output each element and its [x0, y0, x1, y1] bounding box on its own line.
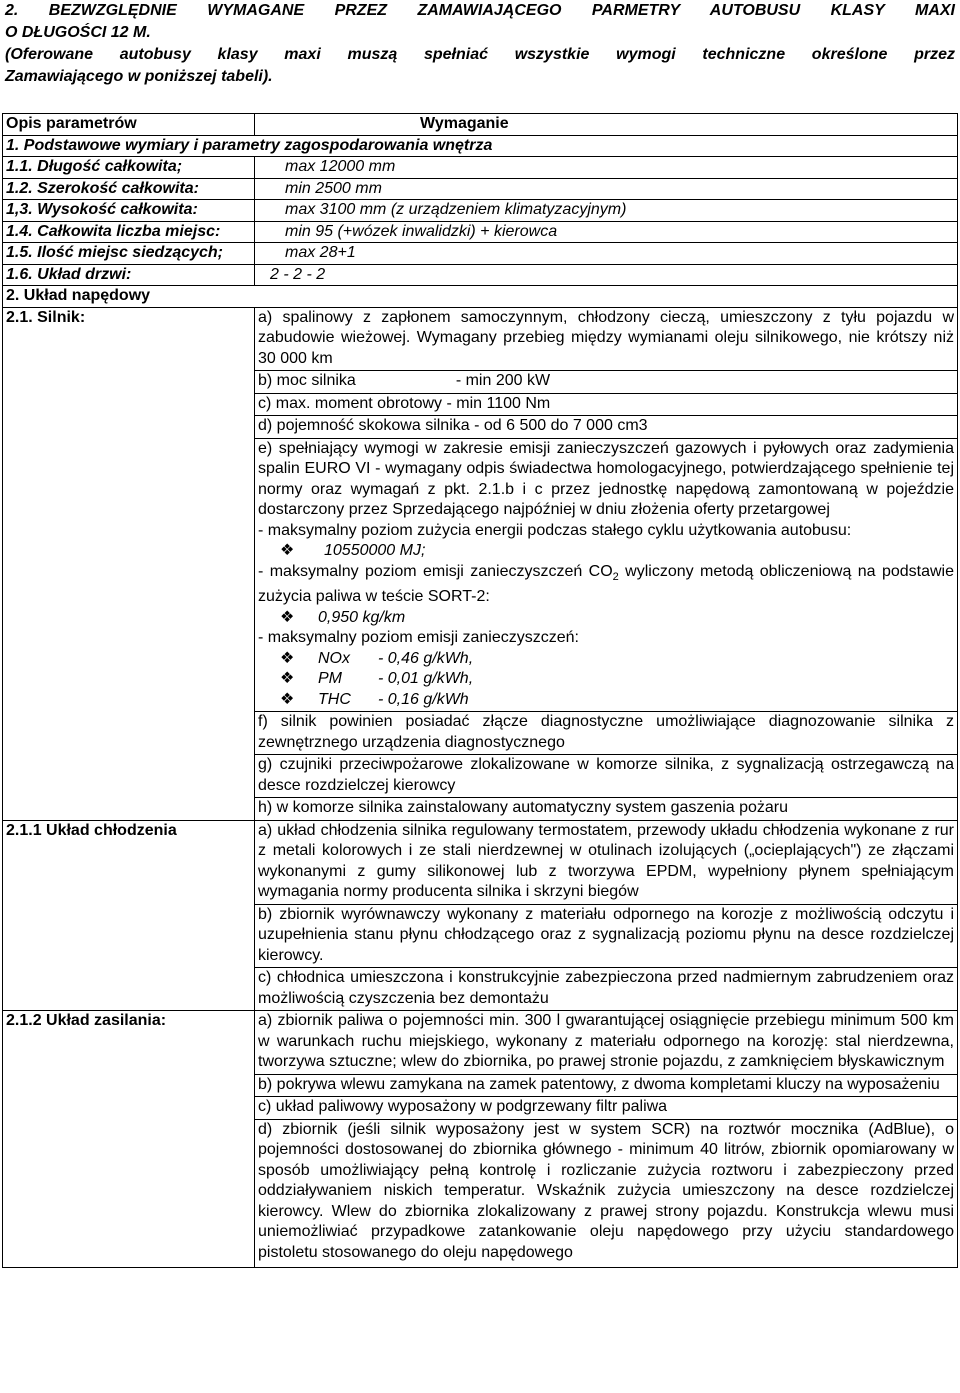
- row-label: 2.1.1 Układ chłodzenia: [3, 820, 255, 1011]
- table-row: [3, 178, 958, 200]
- bullet-item: [258, 608, 954, 629]
- chlodzenie-b: b) zbiornik wyrównawczy wykonany z materiału odpornego na korozje z możliwością odczytu i uzupełnienia stanu płynu chłodzącego oraz z sygnalizacją poziomu płynu na desce rozdzielczej kierowcy.: [255, 905, 957, 969]
- table-row-chlodzenie: [3, 820, 958, 1011]
- chlodzenie-requirements: [255, 820, 958, 1011]
- row-label: 1,3. Wysokość całkowita:: [3, 200, 255, 222]
- emission-pm-label: PM: [318, 670, 342, 688]
- bullet-value: 10550000 MJ;: [324, 542, 426, 559]
- bullet-item: [258, 541, 954, 562]
- silnik-c: c) max. moment obrotowy - min 1100 Nm: [255, 394, 957, 417]
- dash-2-text: - maksymalny poziom emisji zanieczyszczeń CO: [258, 562, 613, 580]
- diamond-bullet-icon: ❖: [280, 608, 295, 626]
- table-row: [3, 264, 958, 286]
- table-row: [3, 157, 958, 179]
- diamond-bullet-icon: ❖: [280, 649, 295, 667]
- silnik-e-text: e) spełniający wymogi w zakresie emisji zanieczyszczeń gazowych i pyłowych oraz zadymienia spalin EURO VI - wymagany odpis świadectwa homologacyjnego, potwierdzającego spełnienie tej normy oraz wymagań z pkt. 2.1.b i c przez jednostkę napędową zamontowaną w pojeździe dostarczony przez Sprzedającego najpóźniej w dniu złożenia oferty przetargowej: [258, 439, 954, 518]
- section-title-1: 1. Podstawowe wymiary i parametry zagospodarowania wnętrza: [3, 135, 958, 157]
- silnik-e-dash-3: - maksymalny poziom emisji zanieczyszczeń:: [258, 629, 579, 647]
- silnik-requirements: [255, 307, 958, 820]
- emission-nox-value: - 0,46 g/kWh,: [378, 649, 474, 667]
- silnik-b: [255, 371, 957, 394]
- section-title-2: 2. Układ napędowy: [3, 286, 958, 308]
- silnik-f: f) silnik powinien posiadać złącze diagnostyczne umożliwiające diagnozowanie silnika z zewnętrznego urządzenia diagnostycznego: [255, 712, 957, 755]
- table-row: [3, 221, 958, 243]
- document-header: [5, 0, 955, 88]
- section-row: [3, 135, 958, 157]
- col-header-requirement: Wymaganie: [255, 114, 958, 136]
- header-line-3: (Oferowane autobusy klasy maxi muszą spełniać wszystkie wymogi techniczne określone przez: [5, 46, 955, 63]
- emission-pm-value: - 0,01 g/kWh,: [378, 670, 474, 688]
- emission-thc-value: - 0,16 g/kWh: [378, 690, 469, 708]
- spec-table: [2, 113, 958, 1268]
- zasilanie-c: c) układ paliwowy wyposażony w podgrzewany filtr paliwa: [255, 1097, 957, 1120]
- row-label: 2.1. Silnik:: [3, 307, 255, 820]
- row-value: 2 - 2 - 2: [255, 264, 958, 286]
- row-label: 1.1. Długość całkowita;: [3, 157, 255, 179]
- silnik-e: [255, 439, 957, 713]
- table-header-row: [3, 114, 958, 136]
- zasilanie-requirements: [255, 1011, 958, 1268]
- silnik-a: a) spalinowy z zapłonem samoczynnym, chłodzony cieczą, umieszczony z tyłu pojazdu w zabudowie wieżowej. Wymagany przebieg między wymianami oleju silnikowego, nie krótszy niż 30 000 km: [255, 308, 957, 372]
- silnik-d: d) pojemność skokowa silnika - od 6 500 do 7 000 cm3: [255, 416, 957, 439]
- silnik-b-value: - min 200 kW: [455, 372, 551, 389]
- row-label: 1.2. Szerokość całkowita:: [3, 178, 255, 200]
- table-row-zasilanie: [3, 1011, 958, 1268]
- section-row: [3, 286, 958, 308]
- row-value: min 2500 mm: [255, 178, 958, 200]
- table-row: [3, 200, 958, 222]
- row-label: 1.5. Ilość miejsc siedzących;: [3, 243, 255, 265]
- row-label: 1.4. Całkowita liczba miejsc:: [3, 221, 255, 243]
- row-label: 1.6. Układ drzwi:: [3, 264, 255, 286]
- row-value: max 12000 mm: [255, 157, 958, 179]
- col-header-description: Opis parametrów: [3, 114, 255, 136]
- co2-subscript: 2: [612, 570, 619, 583]
- emission-thc-label: THC: [318, 690, 351, 708]
- bullet-item: [258, 690, 954, 711]
- chlodzenie-c: c) chłodnica umieszczona i konstrukcyjnie zabezpieczona przed nadmiernym zabrudzeniem oraz możliwością czyszczenia bez demontażu: [258, 969, 954, 1007]
- bullet-item: [258, 669, 954, 690]
- header-line-2: O DŁUGOŚCI 12 M.: [5, 24, 151, 41]
- silnik-e-dash-2: [258, 562, 954, 608]
- zasilanie-b: b) pokrywa wlewu zamykana na zamek patentowy, z dwoma kompletami kluczy na wyposażeniu: [255, 1075, 957, 1098]
- header-line-1: 2. BEZWZGLĘDNIE WYMAGANE PRZEZ ZAMAWIAJĄCEGO PARMETRY AUTOBUSU KLASY MAXI: [5, 2, 955, 19]
- zasilanie-a: a) zbiornik paliwa o pojemności min. 300 l gwarantującej osiągnięcie przebiegu minimum 500 km w warunkach ruchu miejskiego, wykonany z materiału odpornego na korozję: stal nierdzewna, tworzywa sztuczne; wlew do zbiornika, po prawej stronie pojazdu, z zamknięciem błyskawicznym: [255, 1011, 957, 1075]
- silnik-b-label: b) moc silnika: [258, 372, 356, 389]
- table-row: [3, 243, 958, 265]
- bullet-item: [258, 649, 954, 670]
- emission-nox-label: NOx: [318, 649, 350, 667]
- row-label: 2.1.2 Układ zasilania:: [3, 1011, 255, 1268]
- table-row-silnik: [3, 307, 958, 820]
- row-value: max 28+1: [255, 243, 958, 265]
- silnik-e-dash-1: - maksymalny poziom zużycia energii podczas stałego cyklu użytkowania autobusu:: [258, 521, 852, 539]
- row-value: max 3100 mm (z urządzeniem klimatyzacyjnym): [255, 200, 958, 222]
- diamond-bullet-icon: ❖: [280, 690, 295, 708]
- header-line-4: Zamawiającego w poniższej tabeli).: [5, 68, 273, 85]
- silnik-h: h) w komorze silnika zainstalowany automatyczny system gaszenia pożaru: [258, 799, 789, 817]
- row-value: min 95 (+wózek inwalidzki) + kierowca: [255, 221, 958, 243]
- chlodzenie-a: a) układ chłodzenia silnika regulowany termostatem, przewody układu chłodzenia wykonane z rur z metali kolorowych i ze stali nierdzewnej w otulinach izolujących („ocieplających") ze złączami wykonanymi z gumy silikonowej lub z tworzywa EPDM, wypełniony płynem spełniającym wymagania normy producenta silnika i skrzyni biegów: [255, 821, 957, 905]
- diamond-bullet-icon: ❖: [280, 542, 295, 559]
- dash-2-text-rest: wyliczony metodą obliczeniową na podstawie zużycia paliwa w teście SORT-2:: [258, 562, 954, 606]
- bullet-value: 0,950 kg/km: [318, 608, 406, 626]
- zasilanie-d: d) zbiornik (jeśli silnik wyposażony jest w system SCR) na roztwór mocznika (AdBlue), o pojemności dostosowanej do zbiornika głównego - minimum 40 litrów, zbiornik opomiarowany w sposób umożliwiający pełną kontrolę i rozliczanie zużycia roztworu i zabezpieczony przed oddziaływaniem niskich temperatur. Wskaźnik zużycia umieszczony na desce rozdzielczej kierowcy. Wlew do zbiornika zlokalizowany z prawej strony pojazdu. Konstrukcja wlewu musi uniemożliwiać przypadkowe zatankowanie oleju napędowego przy użyciu standardowego pistoletu stosowanego do oleju napędowego: [258, 1120, 954, 1261]
- diamond-bullet-icon: ❖: [280, 670, 295, 688]
- silnik-g: g) czujniki przeciwpożarowe zlokalizowane w komorze silnika, z sygnalizacją ostrzegawczą na desce rozdzielczej kierowcy: [255, 755, 957, 798]
